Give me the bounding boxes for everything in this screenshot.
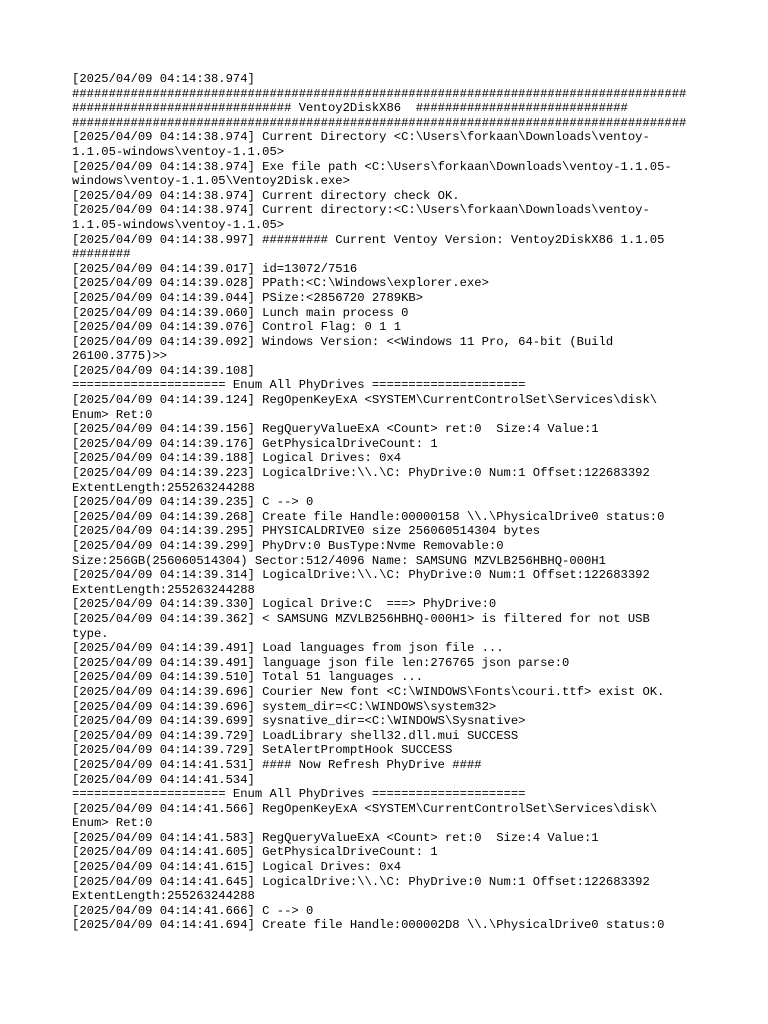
- log-line: [2025/04/09 04:14:39.017] id=13072/7516: [72, 261, 358, 276]
- log-line: windows\ventoy-1.1.05\Ventoy2Disk.exe>: [72, 174, 350, 189]
- log-line: Size:256GB(256060514304) Sector:512/4096 Name: SAMSUNG MZVLB256HBHQ-000H1: [72, 553, 606, 568]
- log-line: [2025/04/09 04:14:39.028] PPath:<C:\Windows\explorer.exe>: [72, 276, 489, 291]
- log-line: [2025/04/09 04:14:39.362] < SAMSUNG MZVLB256HBHQ-000H1> is filtered for not USB: [72, 611, 650, 626]
- log-line: [2025/04/09 04:14:39.491] language json file len:276765 json parse:0: [72, 655, 570, 670]
- log-line: [2025/04/09 04:14:38.997] ######### Current Ventoy Version: Ventoy2DiskX86 1.1.05: [72, 232, 665, 247]
- log-line: [2025/04/09 04:14:38.974]: [72, 72, 255, 86]
- log-line: [2025/04/09 04:14:41.531] #### Now Refresh PhyDrive ####: [72, 757, 482, 772]
- log-line: ####################################################################################: [72, 115, 687, 130]
- log-line: [2025/04/09 04:14:39.491] Load languages from json file ...: [72, 641, 504, 656]
- log-line: [2025/04/09 04:14:39.092] Windows Version: <<Windows 11 Pro, 64-bit (Build: [72, 334, 614, 349]
- log-line: [2025/04/09 04:14:39.156] RegQueryValueExA <Count> ret:0 Size:4 Value:1: [72, 422, 599, 437]
- log-line: [2025/04/09 04:14:41.583] RegQueryValueExA <Count> ret:0 Size:4 Value:1: [72, 830, 599, 845]
- log-line: [2025/04/09 04:14:41.534]: [72, 772, 255, 787]
- log-line: [2025/04/09 04:14:38.974] Exe file path <C:\Users\forkaan\Downloads\ventoy-1.1.05-: [72, 159, 672, 174]
- log-line: [2025/04/09 04:14:39.268] Create file Handle:00000158 \\.\PhysicalDrive0 status:0: [72, 509, 665, 524]
- log-line: [2025/04/09 04:14:39.060] Lunch main process 0: [72, 305, 409, 320]
- log-line: [2025/04/09 04:14:38.974] Current Directory <C:\Users\forkaan\Downloads\ventoy-: [72, 130, 650, 145]
- log-line: [2025/04/09 04:14:39.729] SetAlertPromptHook SUCCESS: [72, 743, 453, 758]
- log-line: Enum> Ret:0: [72, 816, 153, 831]
- log-line: [2025/04/09 04:14:38.974] Current directory check OK.: [72, 188, 460, 203]
- log-line: [2025/04/09 04:14:39.729] LoadLibrary shell32.dll.mui SUCCESS: [72, 728, 519, 743]
- log-line: [2025/04/09 04:14:39.314] LogicalDrive:\\.\C: PhyDrive:0 Num:1 Offset:122683392: [72, 568, 650, 583]
- log-line: ExtentLength:255263244288: [72, 480, 255, 495]
- log-line: ExtentLength:255263244288: [72, 582, 255, 597]
- log-line: ExtentLength:255263244288: [72, 889, 255, 904]
- log-line: [2025/04/09 04:14:39.223] LogicalDrive:\\.\C: PhyDrive:0 Num:1 Offset:122683392: [72, 466, 650, 481]
- log-line: [2025/04/09 04:14:39.176] GetPhysicalDriveCount: 1: [72, 436, 438, 451]
- log-line: [2025/04/09 04:14:39.235] C --> 0: [72, 495, 314, 510]
- log-line: [2025/04/09 04:14:41.694] Create file Handle:000002D8 \\.\PhysicalDrive0 status:0: [72, 918, 665, 933]
- log-line: ####################################################################################: [72, 86, 687, 101]
- log-line: [2025/04/09 04:14:39.124] RegOpenKeyExA <SYSTEM\CurrentControlSet\Services\disk\: [72, 393, 658, 408]
- log-line: [2025/04/09 04:14:39.696] Courier New font <C:\WINDOWS\Fonts\couri.ttf> exist OK.: [72, 684, 665, 699]
- log-line: [2025/04/09 04:14:39.108]: [72, 363, 255, 378]
- log-line: ===================== Enum All PhyDrives =====================: [72, 378, 526, 393]
- log-line: [2025/04/09 04:14:39.044] PSize:<2856720 2789KB>: [72, 290, 424, 305]
- log-line: [2025/04/09 04:14:39.188] Logical Drives: 0x4: [72, 451, 402, 466]
- log-line: Enum> Ret:0: [72, 407, 153, 422]
- log-line: ===================== Enum All PhyDrives =====================: [72, 787, 526, 802]
- log-line: type.: [72, 626, 109, 641]
- log-line: [2025/04/09 04:14:38.974] Current directory:<C:\Users\forkaan\Downloads\ventoy-: [72, 203, 650, 218]
- log-line: [2025/04/09 04:14:41.566] RegOpenKeyExA <SYSTEM\CurrentControlSet\Services\disk\: [72, 801, 658, 816]
- log-line: [2025/04/09 04:14:39.510] Total 51 languages ...: [72, 670, 424, 685]
- log-line: [2025/04/09 04:14:39.696] system_dir=<C:\WINDOWS\system32>: [72, 699, 497, 714]
- log-line: [2025/04/09 04:14:41.666] C --> 0: [72, 903, 314, 918]
- log-line: 1.1.05-windows\ventoy-1.1.05>: [72, 144, 285, 159]
- log-line: 26100.3775)>>: [72, 349, 168, 364]
- log-lines: [72, 72, 696, 933]
- log-line: [2025/04/09 04:14:39.699] sysnative_dir=<C:\WINDOWS\Sysnative>: [72, 714, 526, 729]
- log-line: [2025/04/09 04:14:41.615] Logical Drives: 0x4: [72, 860, 402, 875]
- log-line: [2025/04/09 04:14:39.330] Logical Drive:C ===> PhyDrive:0: [72, 597, 497, 612]
- log-line: [2025/04/09 04:14:41.645] LogicalDrive:\\.\C: PhyDrive:0 Num:1 Offset:122683392: [72, 874, 650, 889]
- log-line: [2025/04/09 04:14:39.295] PHYSICALDRIVE0 size 256060514304 bytes: [72, 524, 541, 539]
- log-line: ############################## Ventoy2DiskX86 #############################: [72, 101, 628, 116]
- log-line: [2025/04/09 04:14:41.605] GetPhysicalDriveCount: 1: [72, 845, 438, 860]
- log-line: ########: [72, 247, 131, 262]
- log-line: [2025/04/09 04:14:39.299] PhyDrv:0 BusType:Nvme Removable:0: [72, 539, 504, 553]
- log-line: [2025/04/09 04:14:39.076] Control Flag: 0 1 1: [72, 320, 402, 335]
- log-line: 1.1.05-windows\ventoy-1.1.05>: [72, 217, 285, 232]
- log-document: [72, 72, 696, 933]
